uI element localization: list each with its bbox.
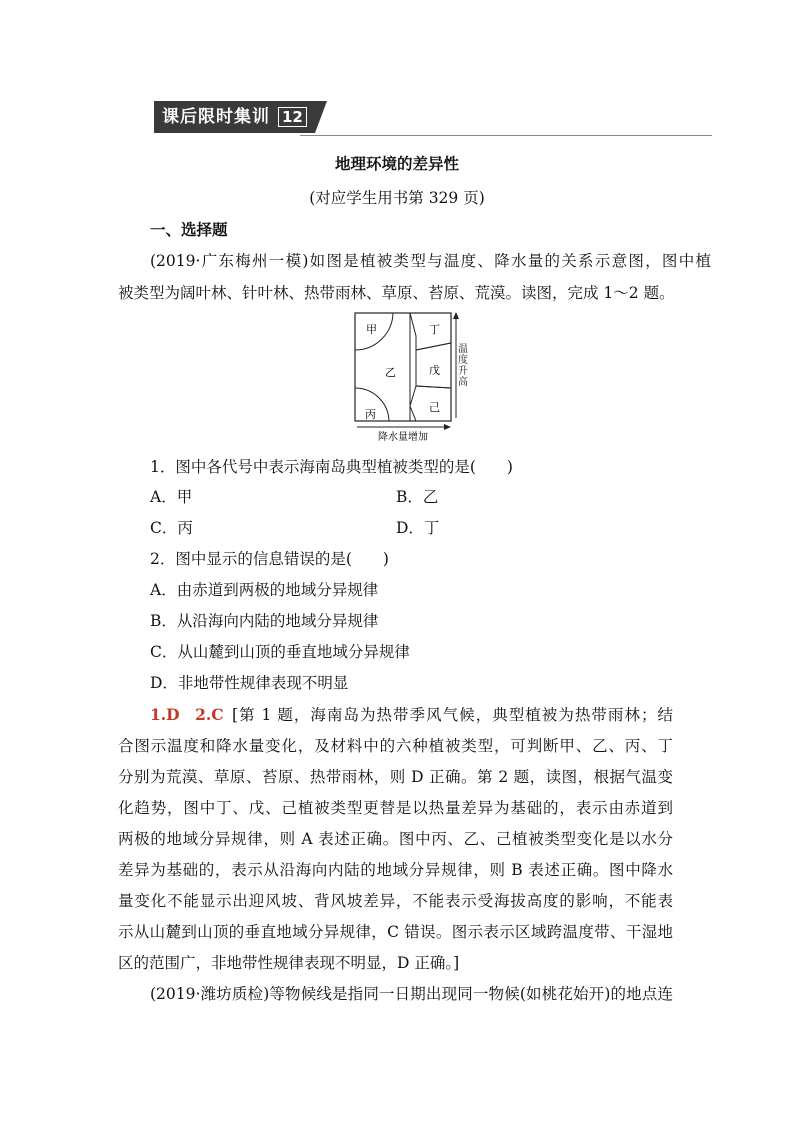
temp-axis-label: 温度升高	[458, 344, 468, 388]
q2-option-b: B．从沿海向内陆的地域分异规律	[150, 612, 379, 630]
q2-option-d: D．非地带性规律表现不明显	[150, 674, 349, 692]
answer-line: 分别为荒漠、草原、苔原、热带雨林，则 D 正确。第 2 题，读图，根据气温变	[118, 768, 673, 786]
header-rule	[300, 135, 712, 136]
page-subtitle: (对应学生用书第 329 页)	[309, 189, 485, 207]
q1-option-b: B．乙	[396, 488, 439, 506]
next-question-intro: (2019·潍坊质检)等物候线是指同一日期出现同一物候(如桃花始开)的地点连	[150, 985, 673, 1003]
vegetation-diagram	[350, 310, 470, 446]
label-wu: 戊	[429, 364, 440, 377]
answer-line: [第 1 题，海南岛为热带季风气候，典型植被为热带雨林；结	[232, 706, 673, 724]
section-banner	[154, 101, 327, 133]
answer-line: 量变化不能显示出迎风坡、背风坡差异，不能表示受海拔高度的影响，不能表	[118, 892, 673, 910]
label-jia: 甲	[366, 323, 377, 336]
page-title: 地理环境的差异性	[334, 154, 459, 173]
answer-line: 两极的地域分异规律，则 A 表述正确。图中丙、乙、己植被类型变化是以水分	[118, 830, 673, 848]
q2-option-c: C．从山麓到山顶的垂直地域分异规律	[150, 643, 410, 661]
answer-key: 1.D 2.C	[150, 705, 224, 724]
label-yi: 乙	[385, 366, 396, 379]
rain-arrow-head	[444, 424, 451, 430]
label-ji: 己	[429, 401, 440, 414]
intro-line-1: (2019·广东梅州一模)如图是植被类型与温度、降水量的关系示意图，图中植	[150, 252, 711, 270]
q1-option-a: A．甲	[150, 488, 193, 506]
answer-line: 差异为基础的，表示从沿海向内陆的地域分异规律，则 B 表述正确。图中降水	[118, 861, 673, 879]
banner-number: 12	[278, 107, 307, 127]
q2-option-a: A．由赤道到两极的地域分异规律	[150, 581, 379, 599]
answer-line: 区的范围广，非地带性规律表现不明显，D 正确。]	[118, 954, 460, 972]
banner-label: 课后限时集训	[154, 101, 276, 133]
rain-axis-label: 降水量增加	[378, 432, 428, 443]
intro-line-2: 被类型为阔叶林、针叶林、热带雨林、草原、苔原、荒漠。读图，完成 1～2 题。	[118, 284, 675, 302]
label-bing: 丙	[365, 408, 376, 421]
answer-line: 合图示温度和降水量变化，及材料中的六种植被类型，可判断甲、乙、丙、丁	[118, 737, 673, 755]
answer-line: 示从山麓到山顶的垂直地域分异规律，C 错误。图示表示区域跨温度带、干湿地	[118, 923, 673, 941]
answer-line: 化趋势，图中丁、戊、己植被类型更替是以热量差异为基础的，表示由赤道到	[118, 799, 673, 817]
q1-option-d: D．丁	[396, 519, 440, 537]
section-heading: 一、选择题	[150, 220, 228, 239]
question-2-stem: 2．图中显示的信息错误的是( )	[150, 550, 389, 568]
question-1-stem: 1．图中各代号中表示海南岛典型植被类型的是( )	[150, 458, 513, 476]
q1-option-c: C．丙	[150, 519, 193, 537]
label-ding: 丁	[429, 323, 440, 336]
temp-arrow-head	[453, 312, 459, 319]
